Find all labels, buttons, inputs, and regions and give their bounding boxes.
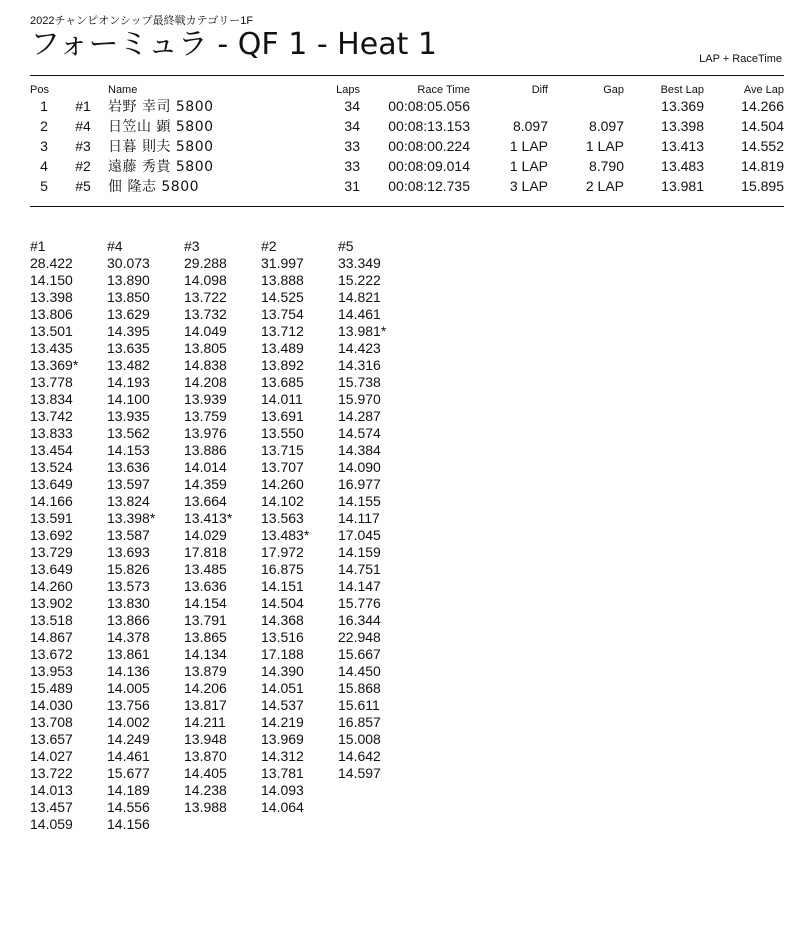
lap-time: 13.805 bbox=[184, 340, 227, 356]
result-diff bbox=[470, 96, 548, 116]
result-gap: 8.097 bbox=[588, 118, 624, 134]
result-laps: 34 bbox=[344, 98, 360, 114]
lap-time: 14.159 bbox=[338, 544, 381, 560]
event-subtitle: 2022チャンピオンシップ最終戦カテゴリー1F bbox=[30, 15, 254, 27]
lap-time: 14.011 bbox=[261, 391, 303, 407]
result-pos: 5 bbox=[40, 178, 48, 194]
lap-time: 13.715 bbox=[261, 442, 304, 458]
result-diff: 1 LAP bbox=[509, 158, 548, 174]
lap-time: 13.657 bbox=[30, 731, 73, 747]
result-ave-lap: 14.266 bbox=[741, 98, 784, 114]
result-kart-number: #3 bbox=[75, 138, 91, 154]
lap-time: 13.708 bbox=[30, 714, 73, 730]
lap-time: 13.817 bbox=[184, 697, 227, 713]
lap-time: 14.206 bbox=[184, 680, 227, 696]
result-kart-number: #2 bbox=[75, 158, 91, 174]
result-driver-name: 岩野 幸司 5800 bbox=[108, 99, 214, 115]
lap-time: 14.390 bbox=[261, 663, 304, 679]
lap-column bbox=[107, 238, 184, 833]
result-laps: 34 bbox=[344, 118, 360, 134]
lap-time: 14.002 bbox=[107, 714, 150, 730]
result-ave-lap: 14.504 bbox=[741, 118, 784, 134]
lap-time: 13.886 bbox=[184, 442, 227, 458]
col-header-best-lap: Best Lap bbox=[660, 84, 704, 96]
lap-time: 13.759 bbox=[184, 408, 227, 424]
result-ave-lap: 15.895 bbox=[741, 178, 784, 194]
lap-time: 15.611 bbox=[338, 697, 380, 713]
lap-time: 14.134 bbox=[184, 646, 227, 662]
lap-time: 13.866 bbox=[107, 612, 150, 628]
result-diff: 8.097 bbox=[512, 118, 548, 134]
lap-time: 16.344 bbox=[338, 612, 381, 628]
lap-time: 13.742 bbox=[30, 408, 73, 424]
lap-time: 30.073 bbox=[107, 255, 150, 271]
lap-time: 13.485 bbox=[184, 561, 227, 577]
lap-time: 13.454 bbox=[30, 442, 73, 458]
lap-time: 14.100 bbox=[107, 391, 150, 407]
page-title: フォーミュラ - QF 1 - Heat 1 bbox=[30, 27, 437, 62]
lap-time: 14.238 bbox=[184, 782, 227, 798]
lap-time: 14.556 bbox=[107, 799, 150, 815]
results-body bbox=[30, 96, 784, 196]
lap-time: 13.935 bbox=[107, 408, 150, 424]
lap-time: 13.518 bbox=[30, 612, 73, 628]
lap-time: 28.422 bbox=[30, 255, 73, 271]
lap-time: 17.045 bbox=[338, 527, 381, 543]
lap-time: 13.587 bbox=[107, 527, 150, 543]
lap-time: 14.395 bbox=[107, 323, 150, 339]
lap-column bbox=[30, 238, 107, 833]
result-race-time: 00:08:12.735 bbox=[388, 178, 470, 194]
lap-time: 13.398 bbox=[30, 289, 73, 305]
lap-time: 13.892 bbox=[261, 357, 304, 373]
lap-column-header: #2 bbox=[261, 238, 277, 254]
lap-time: 14.597 bbox=[338, 765, 381, 781]
lap-time: 13.879 bbox=[184, 663, 227, 679]
lap-time: 14.029 bbox=[184, 527, 227, 543]
lap-time: 31.997 bbox=[261, 255, 304, 271]
lap-time: 13.649 bbox=[30, 476, 73, 492]
result-kart-number: #5 bbox=[75, 178, 91, 194]
lap-time: 15.222 bbox=[338, 272, 381, 288]
lap-column-header: #1 bbox=[30, 238, 46, 254]
lap-time: 14.117 bbox=[338, 510, 380, 526]
result-row bbox=[30, 156, 784, 176]
result-row bbox=[30, 96, 784, 116]
lap-time: 14.051 bbox=[261, 680, 304, 696]
lap-time: 13.672 bbox=[30, 646, 73, 662]
lap-time: 13.707 bbox=[261, 459, 304, 475]
lap-time: 14.260 bbox=[261, 476, 304, 492]
lap-time: 14.150 bbox=[30, 272, 73, 288]
lap-time: 14.461 bbox=[338, 306, 381, 322]
lap-time: 29.288 bbox=[184, 255, 227, 271]
lap-time: 14.093 bbox=[261, 782, 304, 798]
lap-time: 13.691 bbox=[261, 408, 304, 424]
lap-time: 33.349 bbox=[338, 255, 381, 271]
lap-time: 13.981* bbox=[338, 323, 387, 339]
lap-time: 13.890 bbox=[107, 272, 150, 288]
lap-info-label: LAP + RaceTime bbox=[699, 53, 782, 65]
lap-time: 14.098 bbox=[184, 272, 227, 288]
lap-time: 13.953 bbox=[30, 663, 73, 679]
lap-time: 13.712 bbox=[261, 323, 304, 339]
lap-time: 15.970 bbox=[338, 391, 381, 407]
lap-time: 14.423 bbox=[338, 340, 381, 356]
lap-time: 14.102 bbox=[261, 493, 304, 509]
lap-time: 13.563 bbox=[261, 510, 304, 526]
lap-time: 13.413* bbox=[184, 510, 233, 526]
lap-column-header: #4 bbox=[107, 238, 123, 254]
lap-time: 14.027 bbox=[30, 748, 73, 764]
col-header-gap: Gap bbox=[603, 84, 624, 96]
lap-time: 13.516 bbox=[261, 629, 304, 645]
lap-time: 15.776 bbox=[338, 595, 381, 611]
lap-time: 15.738 bbox=[338, 374, 381, 390]
lap-time: 13.692 bbox=[30, 527, 73, 543]
result-race-time: 00:08:09.014 bbox=[388, 158, 470, 174]
result-best-lap: 13.483 bbox=[661, 158, 704, 174]
lap-time: 13.902 bbox=[30, 595, 73, 611]
lap-time: 15.826 bbox=[107, 561, 150, 577]
lap-time: 13.597 bbox=[107, 476, 150, 492]
lap-time: 13.550 bbox=[261, 425, 304, 441]
lap-time: 14.384 bbox=[338, 442, 381, 458]
lap-time: 14.014 bbox=[184, 459, 227, 475]
lap-time: 13.833 bbox=[30, 425, 73, 441]
lap-time: 13.524 bbox=[30, 459, 73, 475]
result-kart-number: #1 bbox=[75, 98, 91, 114]
result-diff: 3 LAP bbox=[509, 178, 548, 194]
lap-time: 13.629 bbox=[107, 306, 150, 322]
lap-time: 14.156 bbox=[107, 816, 150, 832]
lap-time: 13.939 bbox=[184, 391, 227, 407]
result-row bbox=[30, 116, 784, 136]
lap-time: 13.457 bbox=[30, 799, 73, 815]
lap-time: 13.693 bbox=[107, 544, 150, 560]
lap-time: 13.729 bbox=[30, 544, 73, 560]
result-race-time: 00:08:13.153 bbox=[388, 118, 470, 134]
lap-time: 17.818 bbox=[184, 544, 227, 560]
result-best-lap: 13.981 bbox=[661, 178, 704, 194]
lap-time: 13.778 bbox=[30, 374, 73, 390]
lap-time: 13.781 bbox=[261, 765, 304, 781]
lap-time: 14.064 bbox=[261, 799, 304, 815]
col-header-number bbox=[58, 82, 108, 96]
lap-time: 14.461 bbox=[107, 748, 150, 764]
lap-time: 13.988 bbox=[184, 799, 227, 815]
result-row bbox=[30, 136, 784, 156]
result-ave-lap: 14.819 bbox=[741, 158, 784, 174]
lap-time: 13.969 bbox=[261, 731, 304, 747]
col-header-diff: Diff bbox=[531, 84, 548, 96]
lap-time: 14.316 bbox=[338, 357, 381, 373]
col-header-ave-lap: Ave Lap bbox=[743, 84, 784, 96]
lap-time: 13.888 bbox=[261, 272, 304, 288]
lap-time: 13.824 bbox=[107, 493, 150, 509]
lap-time: 15.868 bbox=[338, 680, 381, 696]
lap-time: 13.756 bbox=[107, 697, 150, 713]
result-best-lap: 13.413 bbox=[661, 138, 704, 154]
lap-time: 13.573 bbox=[107, 578, 150, 594]
lap-time: 13.435 bbox=[30, 340, 73, 356]
lap-time: 15.677 bbox=[107, 765, 150, 781]
lap-time: 13.501 bbox=[30, 323, 73, 339]
results-table bbox=[30, 82, 784, 196]
result-row bbox=[30, 176, 784, 196]
lap-time: 14.405 bbox=[184, 765, 227, 781]
result-gap: 8.790 bbox=[588, 158, 624, 174]
lap-time: 16.977 bbox=[338, 476, 381, 492]
lap-time: 14.537 bbox=[261, 697, 304, 713]
col-header-pos: Pos bbox=[30, 84, 49, 96]
result-gap: 2 LAP bbox=[585, 178, 624, 194]
lap-time: 14.147 bbox=[338, 578, 381, 594]
result-gap bbox=[548, 96, 624, 116]
result-diff: 1 LAP bbox=[509, 138, 548, 154]
lap-time: 13.489 bbox=[261, 340, 304, 356]
result-best-lap: 13.369 bbox=[661, 98, 704, 114]
lap-time: 14.504 bbox=[261, 595, 304, 611]
lap-time: 17.188 bbox=[261, 646, 304, 662]
result-race-time: 00:08:05.056 bbox=[388, 98, 470, 114]
lap-time: 13.861 bbox=[107, 646, 150, 662]
lap-time: 13.562 bbox=[107, 425, 150, 441]
header-divider bbox=[30, 75, 784, 76]
lap-time: 13.806 bbox=[30, 306, 73, 322]
lap-time: 22.948 bbox=[338, 629, 381, 645]
lap-time: 14.013 bbox=[30, 782, 73, 798]
lap-time: 13.732 bbox=[184, 306, 227, 322]
lap-time: 14.260 bbox=[30, 578, 73, 594]
result-ave-lap: 14.552 bbox=[741, 138, 784, 154]
lap-time: 14.751 bbox=[338, 561, 381, 577]
lap-time: 13.649 bbox=[30, 561, 73, 577]
result-pos: 2 bbox=[40, 118, 48, 134]
lap-time: 14.525 bbox=[261, 289, 304, 305]
lap-time: 13.834 bbox=[30, 391, 73, 407]
result-best-lap: 13.398 bbox=[661, 118, 704, 134]
lap-time: 13.948 bbox=[184, 731, 227, 747]
lap-time: 14.368 bbox=[261, 612, 304, 628]
lap-time: 14.838 bbox=[184, 357, 227, 373]
result-race-time: 00:08:00.224 bbox=[388, 138, 470, 154]
result-laps: 33 bbox=[344, 158, 360, 174]
result-driver-name: 日笠山 顕 5800 bbox=[108, 119, 214, 135]
lap-column bbox=[338, 238, 415, 833]
lap-time: 14.574 bbox=[338, 425, 381, 441]
lap-time: 14.189 bbox=[107, 782, 150, 798]
lap-time: 13.636 bbox=[184, 578, 227, 594]
results-divider bbox=[30, 206, 784, 207]
lap-time: 17.972 bbox=[261, 544, 304, 560]
lap-time: 13.685 bbox=[261, 374, 304, 390]
lap-column bbox=[261, 238, 338, 833]
lap-time: 14.049 bbox=[184, 323, 227, 339]
lap-time: 14.151 bbox=[261, 578, 304, 594]
result-pos: 1 bbox=[40, 98, 48, 114]
lap-time: 14.208 bbox=[184, 374, 227, 390]
lap-time: 13.976 bbox=[184, 425, 227, 441]
lap-time: 14.155 bbox=[338, 493, 381, 509]
lap-time: 14.166 bbox=[30, 493, 73, 509]
lap-time: 13.369* bbox=[30, 357, 79, 373]
lap-time: 14.359 bbox=[184, 476, 227, 492]
lap-time: 13.635 bbox=[107, 340, 150, 356]
lap-time: 15.489 bbox=[30, 680, 73, 696]
lap-time: 14.219 bbox=[261, 714, 304, 730]
result-pos: 3 bbox=[40, 138, 48, 154]
lap-time: 14.030 bbox=[30, 697, 73, 713]
lap-time: 14.136 bbox=[107, 663, 150, 679]
lap-time: 14.867 bbox=[30, 629, 73, 645]
lap-time: 14.154 bbox=[184, 595, 227, 611]
lap-times-grid bbox=[30, 238, 415, 833]
lap-time: 15.008 bbox=[338, 731, 381, 747]
lap-time: 13.850 bbox=[107, 289, 150, 305]
result-laps: 33 bbox=[344, 138, 360, 154]
lap-time: 13.791 bbox=[184, 612, 227, 628]
result-driver-name: 佃 隆志 5800 bbox=[108, 179, 200, 195]
lap-time: 13.722 bbox=[184, 289, 227, 305]
lap-time: 14.005 bbox=[107, 680, 150, 696]
lap-time: 14.450 bbox=[338, 663, 381, 679]
lap-time: 14.378 bbox=[107, 629, 150, 645]
lap-time: 13.591 bbox=[30, 510, 73, 526]
result-kart-number: #4 bbox=[75, 118, 91, 134]
lap-time: 16.875 bbox=[261, 561, 304, 577]
lap-time: 14.090 bbox=[338, 459, 381, 475]
lap-time: 14.287 bbox=[338, 408, 381, 424]
lap-time: 13.664 bbox=[184, 493, 227, 509]
lap-time: 15.667 bbox=[338, 646, 381, 662]
result-gap: 1 LAP bbox=[585, 138, 624, 154]
lap-time: 13.830 bbox=[107, 595, 150, 611]
lap-column-header: #3 bbox=[184, 238, 200, 254]
result-pos: 4 bbox=[40, 158, 48, 174]
lap-time: 14.193 bbox=[107, 374, 150, 390]
results-header-row bbox=[30, 82, 784, 96]
lap-time: 14.059 bbox=[30, 816, 73, 832]
col-header-race-time: Race Time bbox=[417, 84, 470, 96]
lap-time: 13.636 bbox=[107, 459, 150, 475]
lap-time: 13.865 bbox=[184, 629, 227, 645]
col-header-laps: Laps bbox=[336, 84, 360, 96]
result-driver-name: 遠藤 秀貴 5800 bbox=[108, 159, 214, 175]
lap-time: 13.483* bbox=[261, 527, 310, 543]
lap-time: 14.642 bbox=[338, 748, 381, 764]
lap-time: 14.153 bbox=[107, 442, 150, 458]
lap-column bbox=[184, 238, 261, 833]
lap-time: 14.211 bbox=[184, 714, 226, 730]
col-header-name: Name bbox=[108, 84, 138, 96]
lap-column-header: #5 bbox=[338, 238, 354, 254]
lap-time: 13.870 bbox=[184, 748, 227, 764]
result-driver-name: 日暮 則夫 5800 bbox=[108, 139, 214, 155]
lap-time: 16.857 bbox=[338, 714, 381, 730]
lap-time: 13.754 bbox=[261, 306, 304, 322]
lap-time: 13.722 bbox=[30, 765, 73, 781]
lap-time: 14.249 bbox=[107, 731, 150, 747]
lap-time: 13.482 bbox=[107, 357, 150, 373]
lap-time: 13.398* bbox=[107, 510, 156, 526]
lap-time: 14.312 bbox=[261, 748, 304, 764]
lap-time: 14.821 bbox=[338, 289, 381, 305]
result-laps: 31 bbox=[344, 178, 360, 194]
